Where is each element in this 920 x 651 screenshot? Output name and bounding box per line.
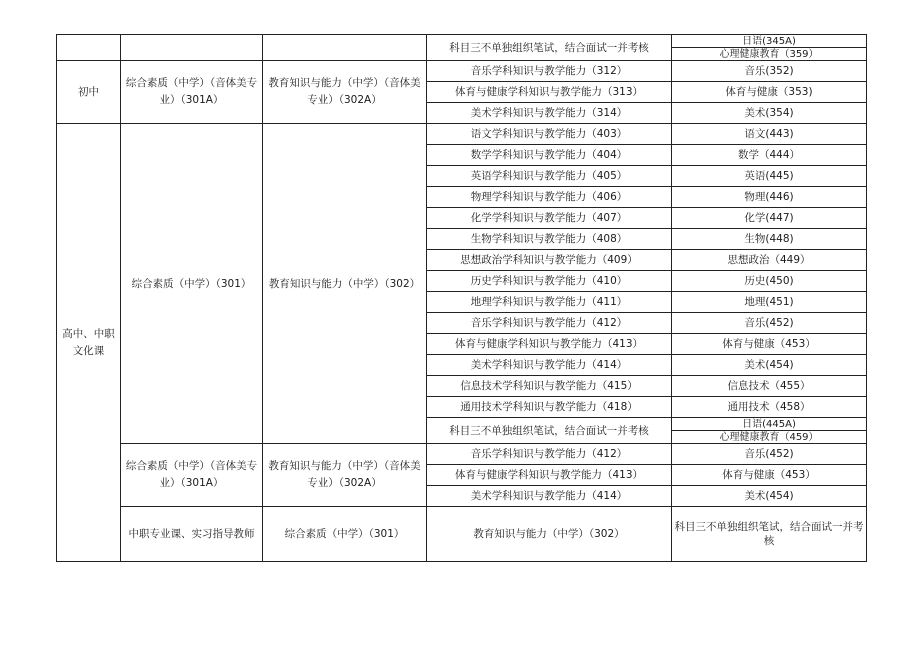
interview-cell: 美术(454) <box>672 355 867 376</box>
interview-cell: 音乐(352) <box>672 61 867 82</box>
subject1-cell: 综合素质（中学）（301） <box>263 507 427 562</box>
interview-cell: 信息技术（455） <box>672 376 867 397</box>
subject3-cell: 美术学科知识与教学能力（414） <box>427 486 672 507</box>
subject1-cell-art: 综合素质（中学）（音体美专业）（301A） <box>121 444 263 507</box>
subject1-cell-top <box>121 35 263 61</box>
subject3-cell: 化学学科知识与教学能力（407） <box>427 208 672 229</box>
interview-cell: 化学(447) <box>672 208 867 229</box>
subject3-cell: 音乐学科知识与教学能力（412） <box>427 313 672 334</box>
subject3-cell: 通用技术学科知识与教学能力（418） <box>427 397 672 418</box>
exam-subject-table <box>56 34 867 562</box>
interview-cell: 音乐(452) <box>672 313 867 334</box>
interview-cell: 体育与健康（453） <box>672 465 867 486</box>
interview-cell: 英语(445) <box>672 166 867 187</box>
subject3-cell: 体育与健康学科知识与教学能力（313） <box>427 82 672 103</box>
interview-cell: 体育与健康（453） <box>672 334 867 355</box>
subject3-cell: 音乐学科知识与教学能力（312） <box>427 61 672 82</box>
level-cell-junior: 初中 <box>57 61 121 124</box>
subject3-cell: 历史学科知识与教学能力（410） <box>427 271 672 292</box>
subject3-cell: 数学学科知识与教学能力（404） <box>427 145 672 166</box>
interview-cell: 历史(450) <box>672 271 867 292</box>
subject3-cell: 生物学科知识与教学能力（408） <box>427 229 672 250</box>
level-cell-senior: 高中、中职文化课 <box>57 124 121 562</box>
subject3-cell: 音乐学科知识与教学能力（412） <box>427 444 672 465</box>
subject3-cell: 体育与健康学科知识与教学能力（413） <box>427 465 672 486</box>
combined-exam-cell: 科目三不单独组织笔试，结合面试一并考核 <box>427 418 672 444</box>
subject1-cell: 综合素质（中学）（301） <box>121 124 263 444</box>
subject3-cell: 美术学科知识与教学能力（314） <box>427 103 672 124</box>
interview-option-cell: 心理健康教育（359） <box>672 48 867 61</box>
subject3-cell: 物理学科知识与教学能力（406） <box>427 187 672 208</box>
subject2-cell: 教育知识与能力（中学）（302） <box>427 507 672 562</box>
level-cell-top <box>57 35 121 61</box>
level-cell-vocational: 中职专业课、实习指导教师 <box>121 507 263 562</box>
interview-cell: 音乐(452) <box>672 444 867 465</box>
interview-cell: 体育与健康（353) <box>672 82 867 103</box>
combined-exam-cell: 科目三不单独组织笔试，结合面试一并考核 <box>427 35 672 61</box>
subject3-cell: 体育与健康学科知识与教学能力（413） <box>427 334 672 355</box>
subject2-cell: 教育知识与能力（中学）（音体美专业）（302A） <box>263 61 427 124</box>
subject3-cell: 英语学科知识与教学能力（405） <box>427 166 672 187</box>
subject3-cell: 思想政治学科知识与教学能力（409） <box>427 250 672 271</box>
interview-cell: 思想政治（449） <box>672 250 867 271</box>
combined-exam-cell: 科目三不单独组织笔试，结合面试一并考核 <box>672 507 867 562</box>
subject3-cell: 美术学科知识与教学能力（414） <box>427 355 672 376</box>
interview-cell: 生物(448) <box>672 229 867 250</box>
interview-cell: 数学（444） <box>672 145 867 166</box>
subject2-cell-top <box>263 35 427 61</box>
interview-option-cell: 日语(445A) <box>672 418 867 431</box>
interview-option-cell: 日语(345A) <box>672 35 867 48</box>
interview-cell: 地理(451) <box>672 292 867 313</box>
interview-cell: 美术(454) <box>672 486 867 507</box>
interview-cell: 语文(443) <box>672 124 867 145</box>
interview-cell: 美术(354) <box>672 103 867 124</box>
subject1-cell: 综合素质（中学）（音体美专业）（301A） <box>121 61 263 124</box>
subject2-cell: 教育知识与能力（中学）（302） <box>263 124 427 444</box>
interview-cell: 物理(446) <box>672 187 867 208</box>
interview-option-cell: 心理健康教育（459） <box>672 431 867 444</box>
subject3-cell: 地理学科知识与教学能力（411） <box>427 292 672 313</box>
interview-cell: 通用技术（458） <box>672 397 867 418</box>
subject3-cell: 语文学科知识与教学能力（403） <box>427 124 672 145</box>
subject2-cell-art: 教育知识与能力（中学）（音体美专业）（302A） <box>263 444 427 507</box>
subject3-cell: 信息技术学科知识与教学能力（415） <box>427 376 672 397</box>
